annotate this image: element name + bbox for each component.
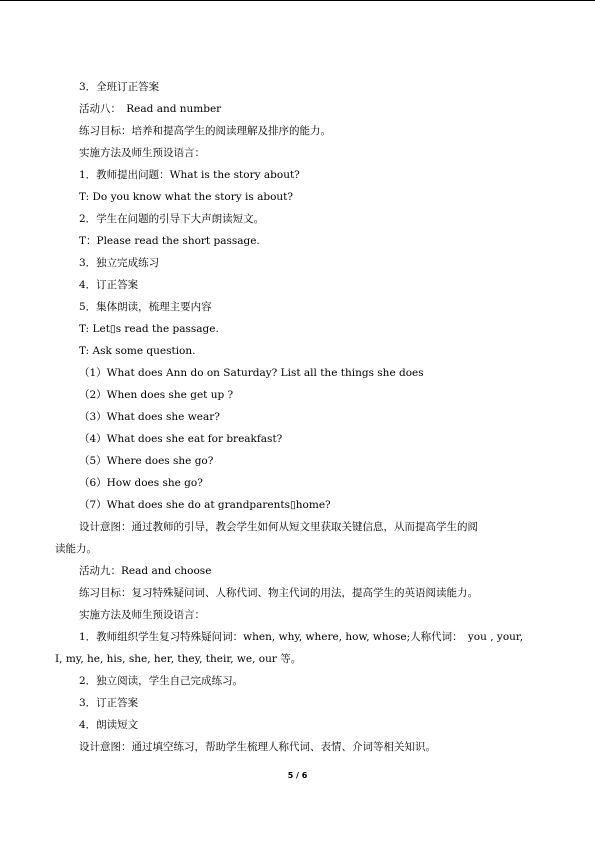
text-line: 1．教师组织学生复习特殊疑问词：when, why, where, how, whose;人称代词： you , your, bbox=[79, 631, 524, 643]
text-line: （3）What does she wear? bbox=[79, 411, 220, 423]
text-line: 练习目标：复习特殊疑问词、人称代词、物主代词的用法，提高学生的英语阅读能力。 bbox=[79, 587, 478, 599]
text-line: 3．独立完成练习 bbox=[79, 257, 160, 269]
text-line: 2．学生在问题的引导下大声朗读短文。 bbox=[79, 213, 265, 225]
text-line: 4．订正答案 bbox=[79, 279, 139, 291]
text-line: T: Ask some question. bbox=[79, 345, 196, 357]
text-line: 实施方法及师生预设语言： bbox=[79, 609, 205, 621]
text-line: 1．教师提出问题：What is the story about? bbox=[79, 169, 300, 181]
text-line: 活动九：Read and choose bbox=[79, 565, 212, 577]
text-line: （2）When does she get up ? bbox=[79, 389, 234, 401]
text-line: 练习目标：培养和提高学生的阅读理解及排序的能力。 bbox=[79, 125, 331, 137]
text-line: 实施方法及师生预设语言： bbox=[79, 147, 205, 159]
text-line: 读能力。 bbox=[55, 543, 97, 555]
text-line: 设计意图：通过填空练习，帮助学生梳理人称代词、表情、介词等相关知识。 bbox=[79, 741, 436, 753]
text-line: 4．朗读短文 bbox=[79, 719, 139, 731]
text-line: 5．集体朗读，梳理主要内容 bbox=[79, 301, 212, 313]
text-line: T：Please read the short passage. bbox=[79, 235, 260, 247]
text-line: 设计意图：通过教师的引导，教会学生如何从短文里获取关键信息，从而提高学生的阅 bbox=[79, 521, 478, 533]
text-line: 活动八： Read and number bbox=[79, 103, 222, 115]
text-line: 3．全班订正答案 bbox=[79, 81, 160, 93]
text-line: （7）What does she do at grandparents▯home? bbox=[79, 499, 331, 511]
page-number: 5 / 6 bbox=[287, 771, 308, 780]
text-line: 3．订正答案 bbox=[79, 697, 139, 709]
text-line: （5）Where does she go? bbox=[79, 455, 214, 467]
text-line: （1）What does Ann do on Saturday? List all the things she does bbox=[79, 367, 424, 379]
text-line: T: Let▯s read the passage. bbox=[79, 323, 219, 335]
text-line: 2．独立阅读，学生自己完成练习。 bbox=[79, 675, 244, 687]
text-line: T: Do you know what the story is about? bbox=[79, 191, 294, 203]
text-line: （6）How does she go? bbox=[79, 477, 203, 489]
text-line: （4）What does she eat for breakfast? bbox=[79, 433, 283, 445]
text-line: I, my, he, his, she, her, they, their, we, our 等。 bbox=[55, 653, 302, 665]
